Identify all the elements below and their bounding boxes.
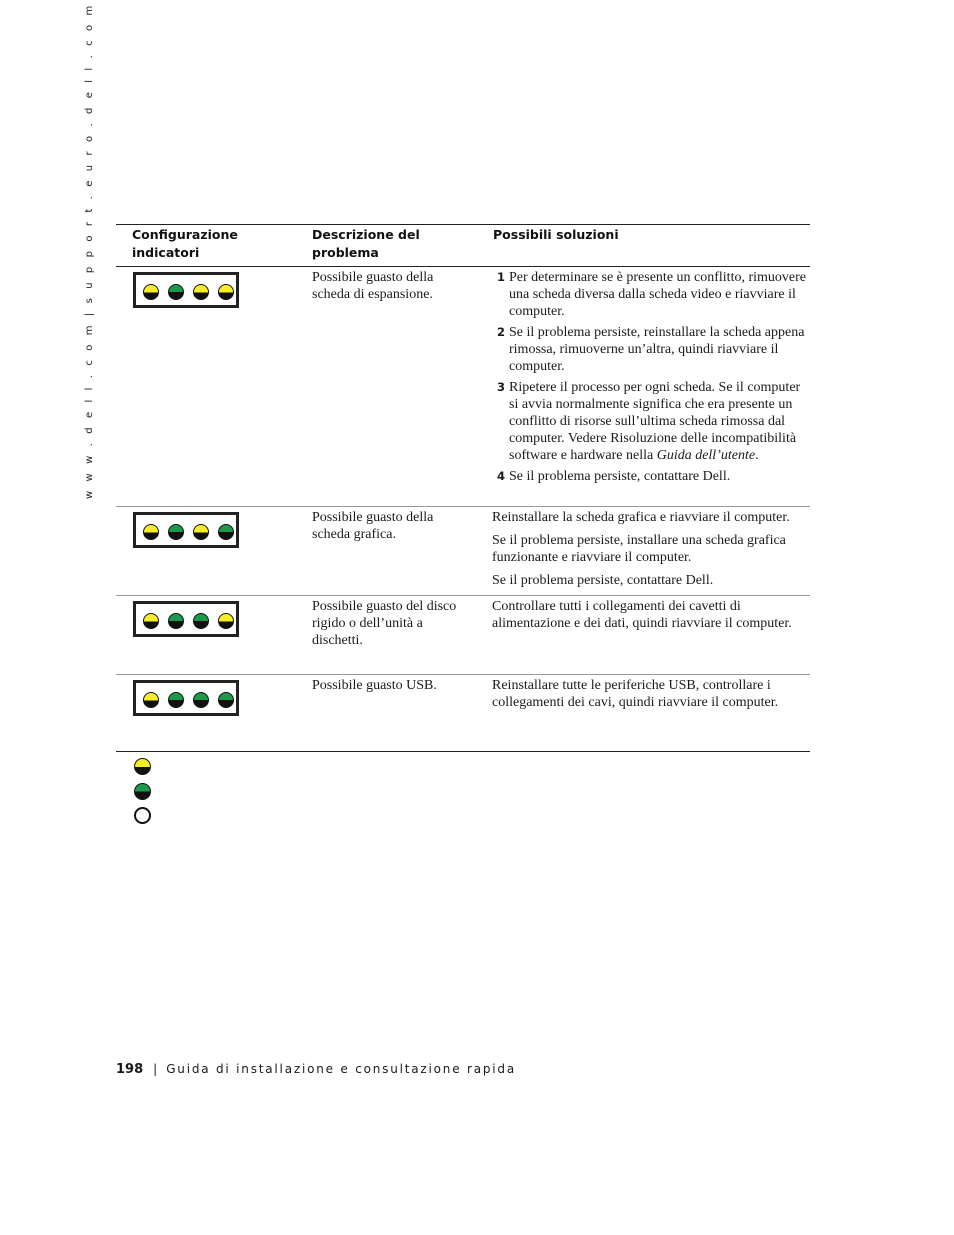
step-number: 2 [496,325,509,339]
legend-led-off [134,807,151,824]
table-bottom-rule [116,751,810,752]
table-row [116,506,810,595]
solutions-paragraphs [492,509,810,595]
led-yellow [143,692,159,708]
solution-step [492,269,810,320]
led-green [218,524,234,540]
page-footer [116,1062,516,1077]
led-green [218,692,234,708]
problem-description: Possibile guasto della scheda di espansione. [312,270,434,302]
step-text: Ripetere il processo per ogni scheda. Se il computer si avvia normalmente significa che era presente un conflitto di risorse sull’ultima scheda rimossa dal computer. Vedere Risoluzione delle incompatibilità software e hardware nella Guida dell’utente. [509,380,801,463]
solution-paragraph: Se il problema persiste, installare una scheda grafica funzionante e riavviare il computer. [492,533,786,565]
led-yellow [218,284,234,300]
led-yellow [193,524,209,540]
led-green [193,613,209,629]
step-text: Se il problema persiste, contattare Dell. [509,469,731,484]
solution-step [492,379,810,464]
led-green [168,524,184,540]
step-number: 4 [496,469,509,483]
step-number: 1 [496,270,509,284]
header-led-config: Configurazione indicatori [132,227,238,260]
solution-step [492,468,810,485]
led-yellow [143,613,159,629]
step-number: 3 [496,380,509,394]
problem-description: Possibile guasto del disco rigido o dell’unità a dischetti. [312,599,457,648]
table-top-rule [116,224,810,225]
table-row [116,266,810,506]
solution-paragraph: Reinstallare tutte le periferiche USB, controllare i collegamenti dei cavi, quindi riavviare il computer. [492,678,779,710]
step-text: Se il problema persiste, reinstallare la scheda appena rimossa, rimuoverne un’altra, quindi riavviare il computer. [509,325,805,374]
led-green [168,284,184,300]
page-number: 198 [116,1062,144,1077]
led-yellow [143,284,159,300]
led-yellow [218,613,234,629]
solutions-paragraphs [492,677,810,717]
sidebar-url: w w w . d e l l . c o m | s u p p o r t . e u r o . d e l l . c o m [84,2,95,499]
legend-led-yellow [134,758,151,775]
solution-step [492,324,810,375]
legend-led-green [134,783,151,800]
table-row [116,595,810,674]
step-text: Per determinare se è presente un conflitto, rimuovere una scheda diversa dalla scheda video e riavviare il computer. [509,270,806,319]
footer-separator: | [153,1062,158,1076]
table-row [116,674,810,751]
led-indicator-panel [133,601,239,637]
solution-paragraph: Reinstallare la scheda grafica e riavviare il computer. [492,510,790,525]
solutions-steps [492,269,810,489]
led-indicator-panel [133,272,239,308]
led-green [193,692,209,708]
solution-paragraph: Controllare tutti i collegamenti dei cavetti di alimentazione e dei dati, quindi riavviare il computer. [492,599,792,631]
guide-reference: Guida dell’utente [656,448,756,463]
solution-paragraph: Se il problema persiste, contattare Dell. [492,573,714,588]
led-indicator-panel [133,680,239,716]
header-possible-solutions: Possibili soluzioni [493,227,619,242]
led-green [168,613,184,629]
led-yellow [143,524,159,540]
led-green [168,692,184,708]
led-yellow [193,284,209,300]
header-problem-description: Descrizione del problema [312,227,420,260]
solutions-paragraphs [492,598,810,638]
led-indicator-panel [133,512,239,548]
footer-title: Guida di installazione e consultazione rapida [166,1062,517,1076]
problem-description: Possibile guasto USB. [312,678,437,693]
problem-description: Possibile guasto della scheda grafica. [312,510,434,542]
